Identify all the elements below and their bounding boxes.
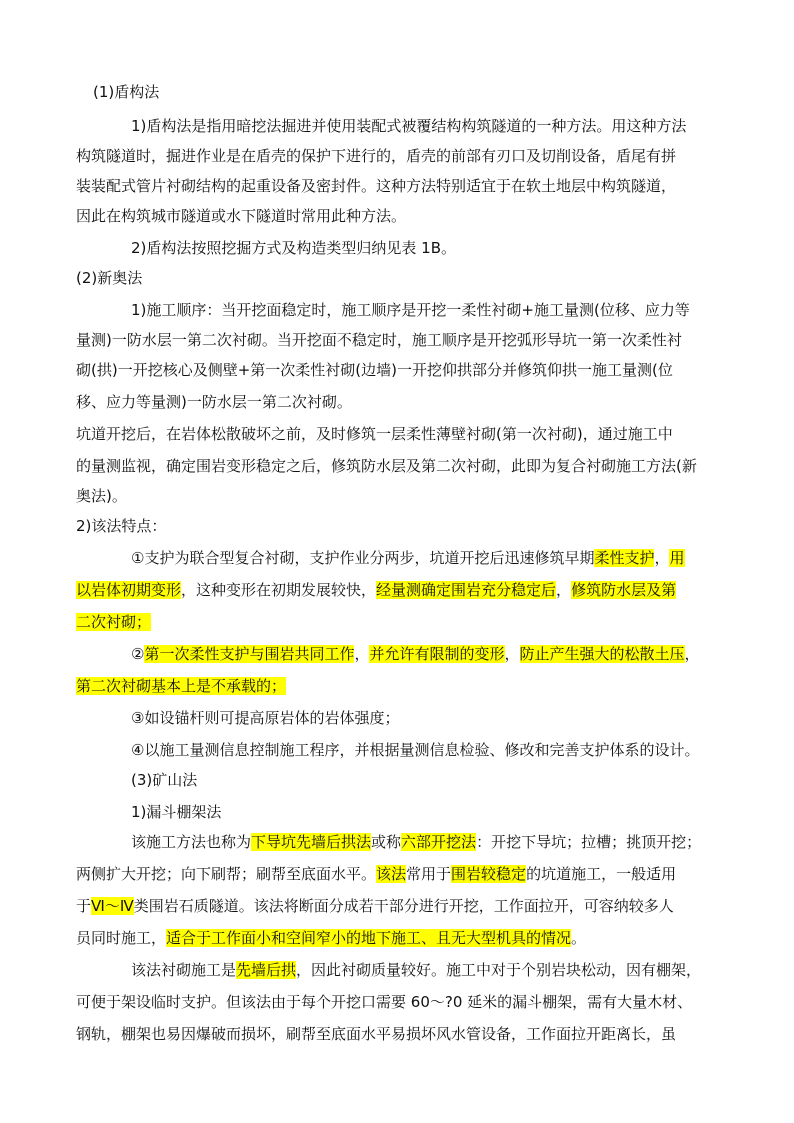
paragraph-line: 因此在构筑城市隧道或水下隧道时常用此种方法。 (76, 207, 407, 225)
highlight-run: 二次衬砌； (76, 613, 152, 631)
paragraph-line (76, 928, 586, 948)
text-run: 该施工方法也称为 (131, 833, 252, 851)
paragraph-line (76, 896, 674, 916)
paragraph-line: 砌(拱)一开挖核心及侧壁+第一次柔性衬砌(边墙)一开挖仰拱部分并修筑仰拱一施工量测(位 (76, 361, 673, 379)
text-run: ， (654, 549, 670, 567)
highlight-run: 该法 (376, 865, 407, 883)
text-run: 的坑道施工，一般适用 (526, 865, 677, 883)
paragraph-line (76, 864, 676, 884)
subheading-funnel (131, 802, 221, 822)
feature-line: ③如设锚杆则可提高原岩体的岩体强度； (131, 709, 400, 727)
text-run: ①支护为联合型复合衬砌，支护作业分两步，坑道开挖后迅速修筑早期 (131, 549, 595, 567)
text-run: ，因此衬砌质量较好。施工中对于个别岩块松动，因有棚架， (296, 961, 702, 979)
paragraph-line: 2)盾构法按照挖掘方式及构造类型归纳见表 1B。 (131, 239, 456, 257)
highlight-run: 下导坑先墙后拱法 (251, 833, 372, 851)
paragraph-line: 钢轨，棚架也易因爆破而损坏，刷帮至底面水平易损坏风水管设备，工作面拉开距离长，虽 (76, 1025, 677, 1043)
text-run: 于 (76, 897, 92, 915)
text-run: 或称 (371, 833, 402, 851)
feature-line (76, 580, 676, 600)
highlight-run: 第二次衬砌基本上是不承载的； (76, 677, 287, 695)
highlight-run: 第一次柔性支护与围岩共同工作 (144, 645, 355, 663)
highlight-run: 防止产生强大的松散土压 (519, 645, 685, 663)
highlight-run: Ⅵ～Ⅳ (91, 897, 134, 915)
paragraph-line (131, 960, 701, 980)
section-heading-shield: (1)盾构法 (93, 83, 160, 101)
text-run: ， (556, 581, 572, 599)
paragraph-line: 可便于架设临时支护。但该法由于每个开挖口需要 60～?0 延米的漏斗棚架，需有大量木材、 (76, 993, 693, 1011)
text-run: 两侧扩大开挖；向下刷帮；刷帮至底面水平。 (76, 865, 377, 883)
text-run: 员同时施工， (76, 929, 167, 947)
highlight-run: 以岩体初期变形 (76, 581, 182, 599)
text-run: 类围岩石质隧道。该法将断面分成若干部分进行开挖，工作面拉开，可容纳较多人 (133, 897, 674, 915)
text-run: 该法衬砌施工是 (131, 961, 237, 979)
text-run: ， (684, 645, 700, 663)
paragraph-line: 奥法)。 (76, 487, 127, 505)
paragraph-line: 量测)一防水层一第二次衬砌。当开挖面不稳定时，施工顺序是开挖弧形导坑一第一次柔性衬 (76, 331, 682, 349)
paragraph-line: 移、应力等量测)一防水层一第二次衬砌。 (76, 393, 352, 411)
text-run: ，这种变形在初期发展较快， (181, 581, 377, 599)
text-run: 。 (571, 929, 587, 947)
text-run: ② (131, 645, 145, 663)
paragraph-line: 坑道开挖后，在岩体松散破坏之前，及时修筑一层柔性薄壁衬砌(第一次衬砌)，通过施工中 (76, 425, 673, 443)
highlight-run: 用 (669, 549, 685, 567)
highlight-run: 并允许有限制的变形 (369, 645, 505, 663)
text-run: 1)漏斗棚架法 (131, 803, 222, 821)
paragraph-line: 构筑隧道时，掘进作业是在盾壳的保护下进行的，盾壳的前部有刃口及切削设备，盾尾有拼 (76, 147, 677, 165)
highlight-run: 修筑防水层及第 (571, 581, 677, 599)
section-heading-natm: (2)新奥法 (76, 269, 143, 287)
feature-line (131, 644, 700, 664)
text-run: ：开挖下导坑；拉槽；挑顶开挖； (476, 833, 702, 851)
feature-line: ④以施工量测信息控制施工程序，并根据量测信息检验、修改和完善支护体系的设计。 (131, 741, 700, 759)
highlight-run: 经量测确定围岩充分稳定后 (376, 581, 557, 599)
highlight-run: 六部开挖法 (401, 833, 477, 851)
paragraph-line: 装装配式管片衬砌结构的起重设备及密封件。这种方法特别适宜于在软土地层中构筑隧道， (76, 177, 677, 195)
paragraph-line: 1)施工顺序：当开挖面稳定时，施工顺序是开挖一柔性衬砌+施工量测(位移、应力等 (131, 301, 690, 319)
highlight-run: 围岩较稳定 (451, 865, 527, 883)
highlight-run: 适合于工作面小和空间窄小的地下施工、且无大型机具的情况 (166, 929, 572, 947)
text-run: 常用于 (406, 865, 452, 883)
paragraph-line: 1)盾构法是指用暗挖法掘进并使用装配式被覆结构构筑隧道的一种方法。用这种方法 (131, 117, 687, 135)
text-run: ， (354, 645, 370, 663)
section-heading-mining: (3)矿山法 (131, 771, 198, 789)
highlight-run: 柔性支护 (594, 549, 655, 567)
section-heading-features: 2)该法特点： (76, 517, 167, 535)
highlight-run: 先墙后拱 (236, 961, 297, 979)
feature-line (131, 548, 685, 568)
feature-line (76, 612, 151, 632)
paragraph-line (131, 832, 701, 852)
feature-line (76, 676, 286, 696)
paragraph-line: 的量测监视，确定围岩变形稳定之后，修筑防水层及第二次衬砌，此即为复合衬砌施工方法(新 (76, 457, 697, 475)
text-run: ， (504, 645, 520, 663)
